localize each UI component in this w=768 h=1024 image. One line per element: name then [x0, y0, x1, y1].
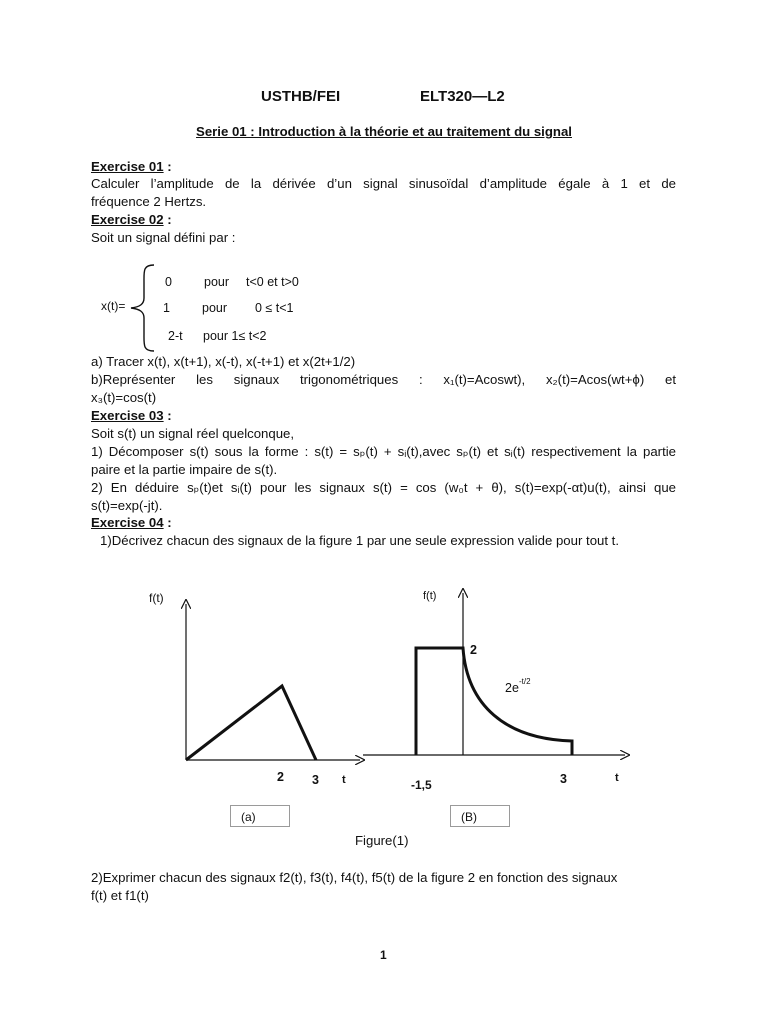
curly-brace-icon	[126, 262, 162, 354]
piecewise-case2-word: pour	[202, 301, 228, 315]
figure-b-expr-base: 2e	[505, 681, 519, 695]
figure-a-graph	[140, 580, 370, 800]
series-title: Serie 01 : Introduction à la théorie et au traitement du signal	[196, 124, 572, 139]
exercise-02-title: Exercise 02	[91, 212, 164, 227]
exercise-01-heading	[91, 158, 676, 176]
piecewise-case2-value: 1	[163, 301, 170, 315]
figure-b-ylabel: f(t)	[423, 590, 437, 602]
exercise-01-colon: :	[163, 159, 172, 174]
figure-a-tick-3: 3	[312, 773, 319, 787]
exercise-01-title: Exercise 01	[91, 159, 164, 174]
piecewise-case1-value: 0	[165, 275, 172, 289]
exercise-04-heading	[91, 514, 676, 532]
exercise-02-intro: Soit un signal défini par :	[91, 230, 236, 245]
figure-a-tick-2: 2	[277, 770, 284, 784]
exercise-03-title: Exercise 03	[91, 408, 164, 423]
piecewise-case3-value: 2-t	[168, 329, 183, 343]
exercise-04-question2-line1: 2)Exprimer chacun des signaux f2(t), f3(t), f4(t), f5(t) de la figure 2 en fonction des signaux	[91, 870, 618, 885]
exercise-02-part-a: a) Tracer x(t), x(t+1), x(-t), x(-t+1) et x(2t+1/2)	[91, 354, 356, 369]
exercise-03-line2: 1) Décomposer s(t) sous la forme : s(t) = sₚ(t) + sᵢ(t),avec sₚ(t) et sᵢ(t) respectivement la partie	[91, 444, 676, 459]
piecewise-case2-condition: 0 ≤ t<1	[255, 301, 294, 315]
exercise-04-question1: 1)Décrivez chacun des signaux de la figure 1 par une seule expression valide pour tout t.	[100, 533, 620, 548]
exercise-04-question2-line2: f(t) et f1(t)	[91, 888, 149, 903]
exercise-04-title: Exercise 04	[91, 515, 164, 530]
exercise-04-colon: :	[163, 515, 172, 530]
exercise-03-colon: :	[163, 408, 172, 423]
exercise-02-part-b-line2: x₃(t)=cos(t)	[91, 390, 157, 405]
figure-b-xlabel: t	[615, 772, 619, 784]
exercise-03-heading	[91, 407, 676, 425]
exercise-03-line1: Soit s(t) un signal réel quelconque,	[91, 426, 295, 441]
header-institution: USTHB/FEI	[261, 88, 341, 105]
exercise-03-line4: 2) En déduire sₚ(t)et sᵢ(t) pour les signaux s(t) = cos (w₀t + θ), s(t)=exp(-αt)u(t), ainsi que	[91, 480, 676, 495]
figure-b-tick-neg: -1,5	[411, 778, 432, 792]
figure-caption: Figure(1)	[355, 833, 409, 848]
figure-b-signal	[416, 648, 572, 755]
piecewise-case3-condition: pour 1≤ t<2	[203, 329, 267, 343]
exercise-01-text-line1: Calculer l’amplitude de la dérivée d’un signal sinusoïdal d’amplitude égale à 1 et de	[91, 176, 676, 191]
exercise-03-line3: paire et la partie impaire de s(t).	[91, 462, 278, 477]
exercise-01-text-line2: fréquence 2 Hertzs.	[91, 194, 207, 209]
figure-b-caption-box: (B)	[450, 805, 510, 827]
figure-a-xlabel: t	[342, 774, 346, 786]
figure-b-level-2: 2	[470, 643, 477, 657]
page-number: 1	[380, 948, 387, 962]
piecewise-case1-condition: t<0 et t>0	[246, 275, 299, 289]
figure-a-ylabel: f(t)	[149, 591, 164, 605]
figure-a-triangle-signal	[186, 686, 316, 760]
figure-a-caption-box: (a)	[230, 805, 290, 827]
piecewise-case1-word: pour	[204, 275, 230, 289]
figure-b-expr-exponent: -t/2	[519, 677, 531, 686]
figure-b-tick-3: 3	[560, 772, 567, 786]
figure-b-graph	[355, 585, 635, 805]
piecewise-label: x(t)=	[101, 299, 126, 313]
exercise-02-heading	[91, 211, 676, 229]
exercise-02-part-b-line1: b)Représenter les signaux trigonométriques : x₁(t)=Acoswt), x₂(t)=Acos(wt+ϕ) et	[91, 372, 676, 387]
exercise-03-line5: s(t)=exp(-jt).	[91, 498, 163, 513]
header-course: ELT320—L2	[420, 88, 505, 105]
exercise-02-colon: :	[163, 212, 172, 227]
